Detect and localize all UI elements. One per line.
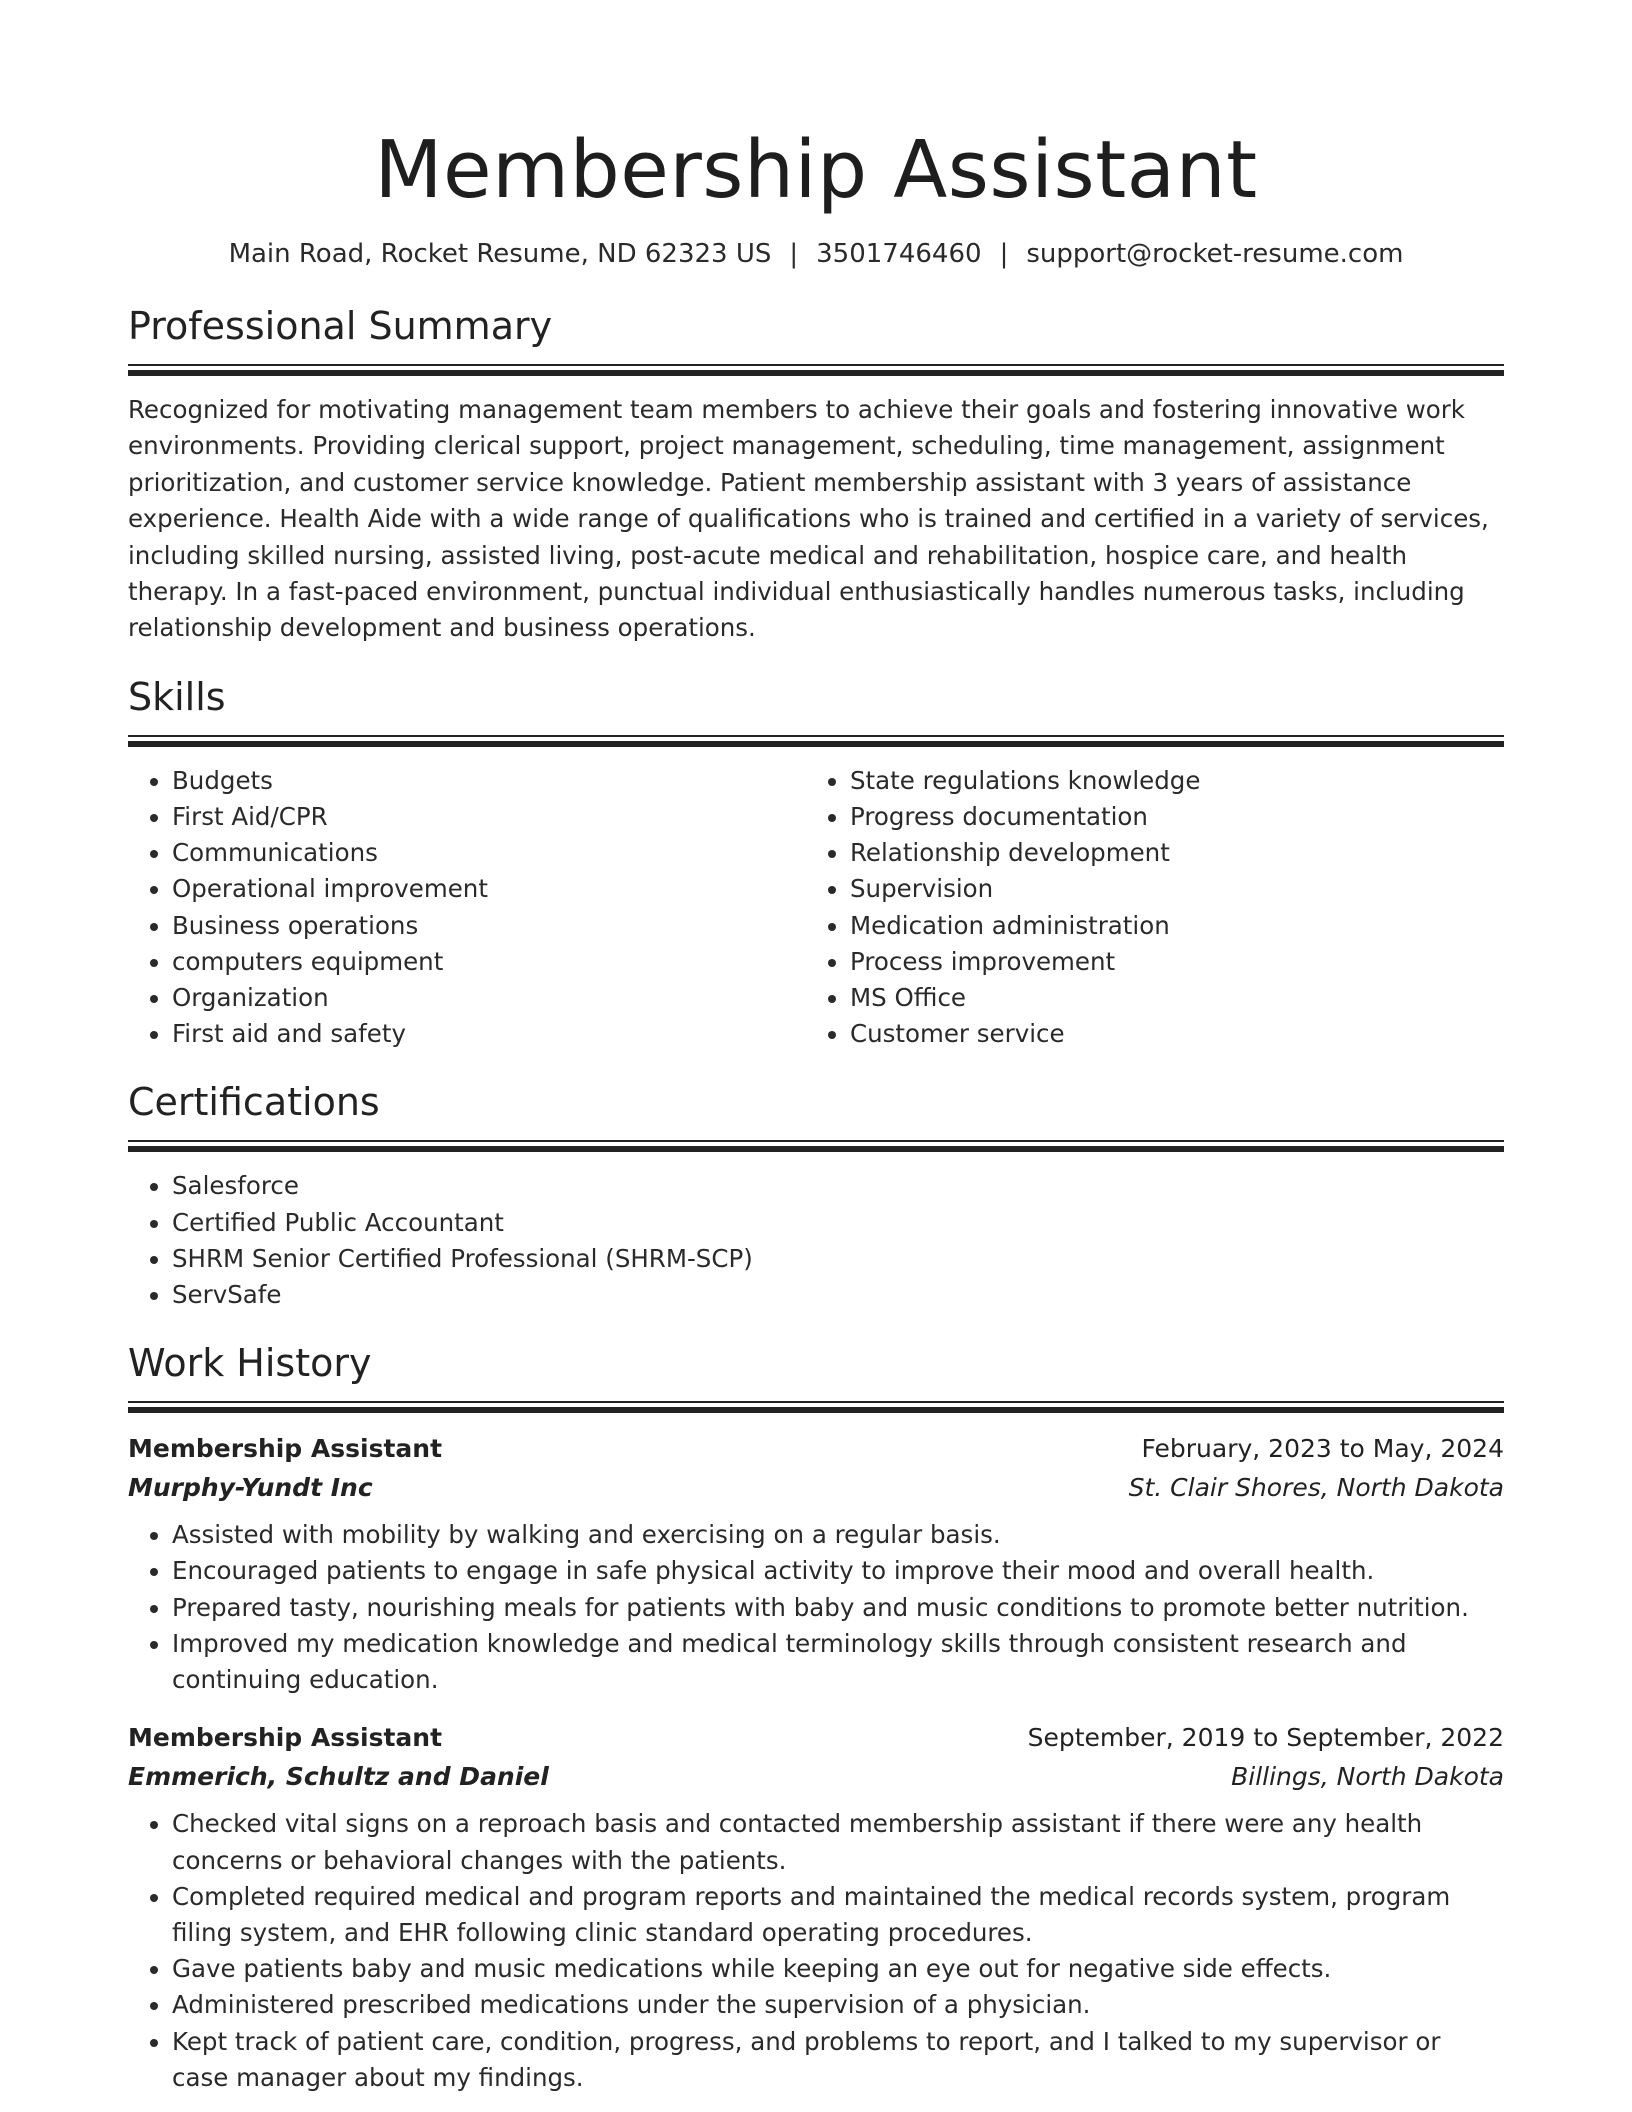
skill-item: • Business operations: [172, 908, 806, 944]
skill-item: • MS Office: [850, 980, 1484, 1016]
skill-item: • First aid and safety: [172, 1016, 806, 1052]
skill-item: • Operational improvement: [172, 871, 806, 907]
job-company: Emmerich, Schultz and Daniel: [128, 1762, 549, 1792]
certification-item: • ServSafe: [172, 1277, 1504, 1313]
skills-list-left: [128, 763, 806, 1053]
job-bullets: [128, 1806, 1504, 2096]
skill-item: • Budgets: [172, 763, 806, 799]
job-dates: February, 2023 to May, 2024: [1141, 1434, 1504, 1464]
job-bullet: • Encouraged patients to engage in safe physical activity to improve their mood and overall health.: [172, 1553, 1504, 1589]
certifications-list: [128, 1168, 1504, 1313]
skill-item: • Relationship development: [850, 835, 1484, 871]
job-bullet: • Prepared tasty, nourishing meals for patients with baby and music conditions to promote better nutrition.: [172, 1590, 1504, 1626]
job-company-row: [128, 1468, 1504, 1507]
skill-item: • Communications: [172, 835, 806, 871]
skills-section: [128, 673, 1504, 1053]
job-bullet: • Checked vital signs on a reproach basis and contacted membership assistant if there were any health concerns or behavioral changes with the patients.: [172, 1806, 1504, 1878]
job-header-row: [128, 1718, 1504, 1757]
certifications-section: [128, 1078, 1504, 1313]
job-bullet: • Completed required medical and program reports and maintained the medical records system, program filing system, and EHR following clinic standard operating procedures.: [172, 1879, 1504, 1951]
work-history-section: [128, 1339, 1504, 2096]
job-company-row: [128, 1757, 1504, 1796]
skill-item: • State regulations knowledge: [850, 763, 1484, 799]
section-title-work-history: Work History: [128, 1341, 372, 1386]
certification-item: • Certified Public Accountant: [172, 1205, 1504, 1241]
skill-item: • Organization: [172, 980, 806, 1016]
skill-item: • computers equipment: [172, 944, 806, 980]
contact-separator: |: [999, 239, 1009, 269]
job-title: Membership Assistant: [128, 1434, 443, 1464]
job-entry: [128, 1429, 1504, 1698]
skills-list-right: [806, 763, 1484, 1053]
section-title-summary: Professional Summary: [128, 304, 553, 348]
skill-item: • First Aid/CPR: [172, 799, 806, 835]
skills-grid: [128, 763, 1504, 1053]
section-divider: [128, 735, 1504, 737]
section-title-certifications: Certifications: [128, 1080, 380, 1125]
job-bullet: • Kept track of patient care, condition, progress, and problems to report, and I talked to my supervisor or case manager about my findings.: [172, 2024, 1504, 2096]
job-location: Billings, North Dakota: [1231, 1762, 1504, 1792]
contact-email: support@rocket-resume.com: [1026, 239, 1404, 269]
job-bullet: • Improved my medication knowledge and medical terminology skills through consistent research and continuing education.: [172, 1626, 1504, 1698]
skill-item: • Medication administration: [850, 908, 1484, 944]
job-entry: [128, 1718, 1504, 2096]
contact-address: Main Road, Rocket Resume, ND 62323 US: [228, 239, 772, 269]
job-company: Murphy-Yundt Inc: [128, 1473, 373, 1503]
skill-item: • Process improvement: [850, 944, 1484, 980]
job-bullet: • Administered prescribed medications under the supervision of a physician.: [172, 1987, 1504, 2023]
summary-section: [128, 302, 1504, 647]
summary-text: Recognized for motivating management team members to achieve their goals and fostering innovative work environments. Providing clerical support, project management, scheduling, time management, assignment prioritization, and customer service knowledge. Patient membership assistant with 3 years of assistance experience. Health Aide with a wide range of qualifications who is trained and certified in a variety of services, including skilled nursing, assisted living, post-acute medical and rehabilitation, hospice care, and health therapy. In a fast-paced environment, punctual individual enthusiastically handles numerous tasks, including relationship development and business operations.: [128, 395, 1489, 643]
resume-page: [128, 0, 1504, 2096]
job-dates: September, 2019 to September, 2022: [1027, 1723, 1504, 1753]
job-bullet: • Gave patients baby and music medications while keeping an eye out for negative side effects.: [172, 1951, 1504, 1987]
section-divider: [128, 1401, 1504, 1403]
job-bullets: [128, 1517, 1504, 1698]
skill-item: • Progress documentation: [850, 799, 1484, 835]
contact-phone: 3501746460: [816, 239, 982, 269]
certification-item: • SHRM Senior Certified Professional (SHRM-SCP): [172, 1241, 1504, 1277]
section-divider: [128, 364, 1504, 366]
job-header-row: [128, 1429, 1504, 1468]
job-location: St. Clair Shores, North Dakota: [1128, 1473, 1504, 1503]
resume-name: Membership Assistant: [374, 124, 1258, 216]
certification-item: • Salesforce: [172, 1168, 1504, 1204]
skill-item: • Customer service: [850, 1016, 1484, 1052]
job-title: Membership Assistant: [128, 1723, 443, 1753]
contact-line: [128, 236, 1504, 272]
skill-item: • Supervision: [850, 871, 1484, 907]
job-bullet: • Assisted with mobility by walking and exercising on a regular basis.: [172, 1517, 1504, 1553]
contact-separator: |: [789, 239, 799, 269]
section-divider: [128, 1140, 1504, 1142]
section-title-skills: Skills: [128, 674, 226, 719]
